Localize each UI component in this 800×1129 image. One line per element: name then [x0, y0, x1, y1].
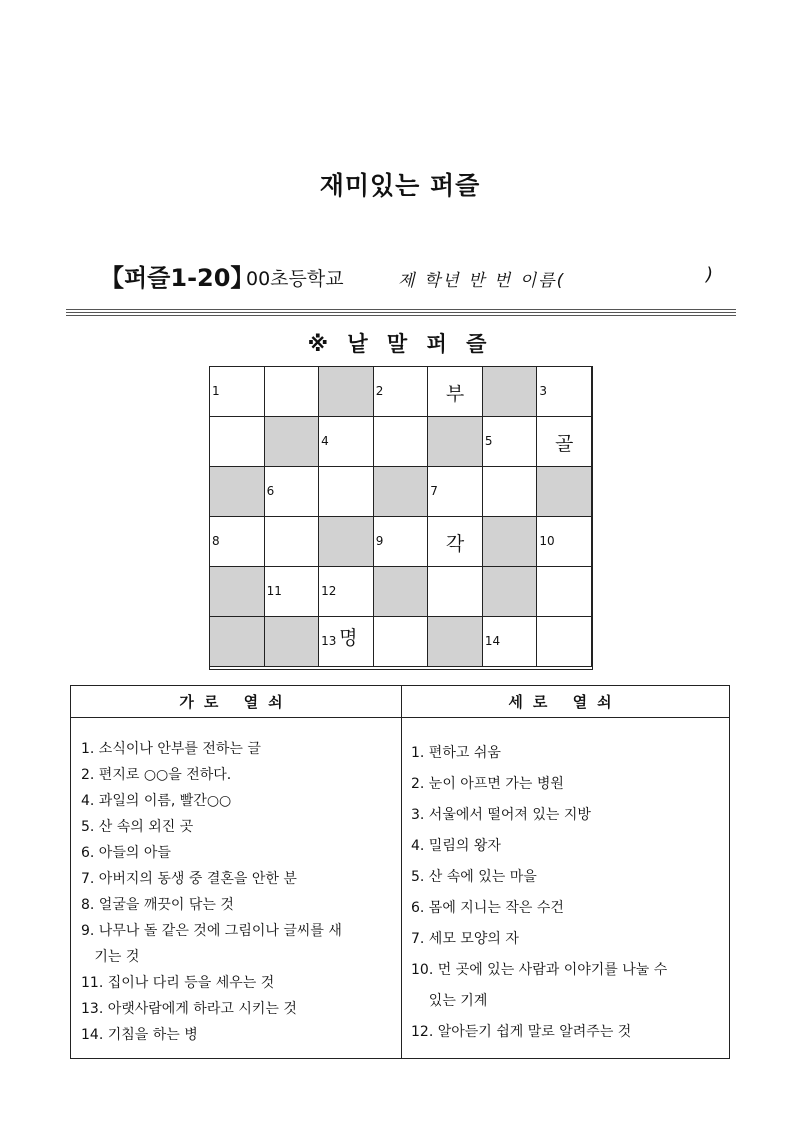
grade-class-name-field: 제 학년 반 번 이름(	[398, 271, 566, 291]
grid-cell[interactable]	[537, 617, 592, 667]
grid-cell-blocked	[319, 517, 374, 567]
grid-cell[interactable]	[374, 417, 429, 467]
cell-number: 6	[266, 484, 275, 498]
grid-cell[interactable]	[319, 417, 374, 467]
across-clue-item: 기는 것	[81, 949, 140, 965]
cell-letter: 명	[339, 627, 358, 649]
crossword-grid	[209, 366, 593, 670]
across-clue-item: 14. 기침을 하는 병	[81, 1027, 198, 1043]
down-clues-list	[411, 738, 725, 1048]
grid-cell[interactable]	[537, 517, 592, 567]
grid-cell-blocked	[374, 567, 429, 617]
down-clue-item: 7. 세모 모양의 자	[411, 931, 519, 947]
grid-cell-blocked	[265, 617, 320, 667]
grid-cell[interactable]	[265, 367, 320, 417]
cell-number: 11	[266, 584, 282, 598]
grid-cell[interactable]	[483, 417, 538, 467]
grid-cell[interactable]	[483, 617, 538, 667]
grid-cell[interactable]	[265, 567, 320, 617]
grid-cell-blocked	[483, 567, 538, 617]
cell-number: 13	[321, 634, 337, 648]
divider-line	[66, 309, 736, 310]
down-clue-item: 있는 기계	[411, 993, 488, 1009]
grid-cell-blocked	[483, 367, 538, 417]
cell-number: 5	[484, 434, 493, 448]
cell-number: 14	[484, 634, 501, 648]
down-clue-item: 12. 알아듣기 쉽게 말로 알려주는 것	[411, 1024, 632, 1040]
grid-cell[interactable]	[428, 567, 483, 617]
grid-cell[interactable]	[319, 617, 374, 667]
cell-number: 7	[430, 484, 438, 498]
divider-line	[66, 312, 736, 313]
school-name: 00초등학교	[246, 268, 344, 290]
grid-cell[interactable]	[265, 467, 320, 517]
cell-letter: 부	[445, 383, 465, 405]
puzzle-number-label: 【퍼즐1-20】	[100, 264, 255, 292]
across-clues-header: 가로 열쇠	[71, 686, 401, 718]
grid-cell[interactable]	[428, 467, 483, 517]
across-clues-list	[81, 736, 399, 1048]
grid-cell[interactable]	[210, 417, 265, 467]
across-clue-item: 1. 소식이나 안부를 전하는 글	[81, 741, 261, 757]
grid-cell[interactable]	[374, 517, 429, 567]
page-title: 재미있는 퍼즐	[319, 171, 481, 200]
grid-cell-blocked	[428, 617, 483, 667]
cell-number: 12	[321, 584, 337, 598]
cell-number: 1	[212, 384, 220, 398]
cell-number: 8	[212, 534, 220, 548]
grid-cell[interactable]	[319, 467, 374, 517]
grid-cell[interactable]	[483, 467, 538, 517]
down-clue-item: 3. 서울에서 떨어져 있는 지방	[411, 807, 591, 823]
grid-cell[interactable]	[210, 517, 265, 567]
down-clue-item: 6. 몸에 지니는 작은 수건	[411, 900, 564, 916]
cell-number: 3	[539, 384, 548, 398]
cell-letter: 골	[554, 433, 574, 455]
cell-number: 4	[321, 434, 329, 448]
grid-cell[interactable]	[537, 567, 592, 617]
down-clue-item: 10. 먼 곳에 있는 사람과 이야기를 나눌 수	[411, 962, 668, 978]
grid-cell[interactable]	[428, 367, 483, 417]
grid-cell[interactable]	[537, 417, 592, 467]
grid-cell-blocked	[428, 417, 483, 467]
grid-cell-blocked	[374, 467, 429, 517]
grid-cell[interactable]	[374, 367, 429, 417]
grid-cell[interactable]	[265, 517, 320, 567]
grid-cell-blocked	[483, 517, 538, 567]
section-heading: ※ 낱 말 퍼 즐	[307, 332, 493, 356]
grid-cell-blocked	[210, 617, 265, 667]
cell-number: 10	[539, 534, 555, 548]
cell-letter: 각	[445, 533, 465, 555]
down-clue-item: 4. 밀림의 왕자	[411, 838, 501, 854]
grid-cell[interactable]	[210, 367, 265, 417]
column-divider	[401, 686, 402, 1058]
cell-number: 9	[375, 534, 384, 548]
name-field-close: )	[706, 264, 714, 285]
across-clue-item: 7. 아버지의 동생 중 결혼을 안한 분	[81, 871, 297, 887]
grid-cell[interactable]	[428, 517, 483, 567]
grid-cell[interactable]	[374, 617, 429, 667]
divider-line	[66, 315, 736, 316]
grid-cell[interactable]	[537, 367, 592, 417]
grid-cell-blocked	[210, 467, 265, 517]
grid-cell-blocked	[537, 467, 592, 517]
across-clue-item: 2. 편지로 ○○을 전하다.	[81, 767, 232, 783]
grid-cell-blocked	[265, 417, 320, 467]
across-clue-item: 4. 과일의 이름, 빨간○○	[81, 793, 232, 809]
grid-cell[interactable]	[319, 567, 374, 617]
down-clues-header: 세로 열쇠	[401, 686, 729, 718]
down-clue-item: 2. 눈이 아프면 가는 병원	[411, 776, 564, 792]
across-clue-item: 5. 산 속의 외진 곳	[81, 819, 194, 835]
across-clue-item: 8. 얼굴을 깨끗이 닦는 것	[81, 897, 234, 913]
grid-cell-blocked	[319, 367, 374, 417]
down-clue-item: 1. 편하고 쉬움	[411, 745, 501, 761]
across-clue-item: 6. 아들의 아들	[81, 845, 171, 861]
down-clue-item: 5. 산 속에 있는 마을	[411, 869, 537, 885]
cell-number: 2	[375, 384, 384, 398]
grid-cell-blocked	[210, 567, 265, 617]
clue-table	[70, 685, 730, 1059]
student-info-line	[100, 258, 740, 298]
across-clue-item: 13. 아랫사람에게 하라고 시키는 것	[81, 1001, 297, 1017]
across-clue-item: 9. 나무나 돌 같은 것에 그림이나 글씨를 새	[81, 923, 342, 939]
across-clue-item: 11. 집이나 다리 등을 세우는 것	[81, 975, 275, 991]
